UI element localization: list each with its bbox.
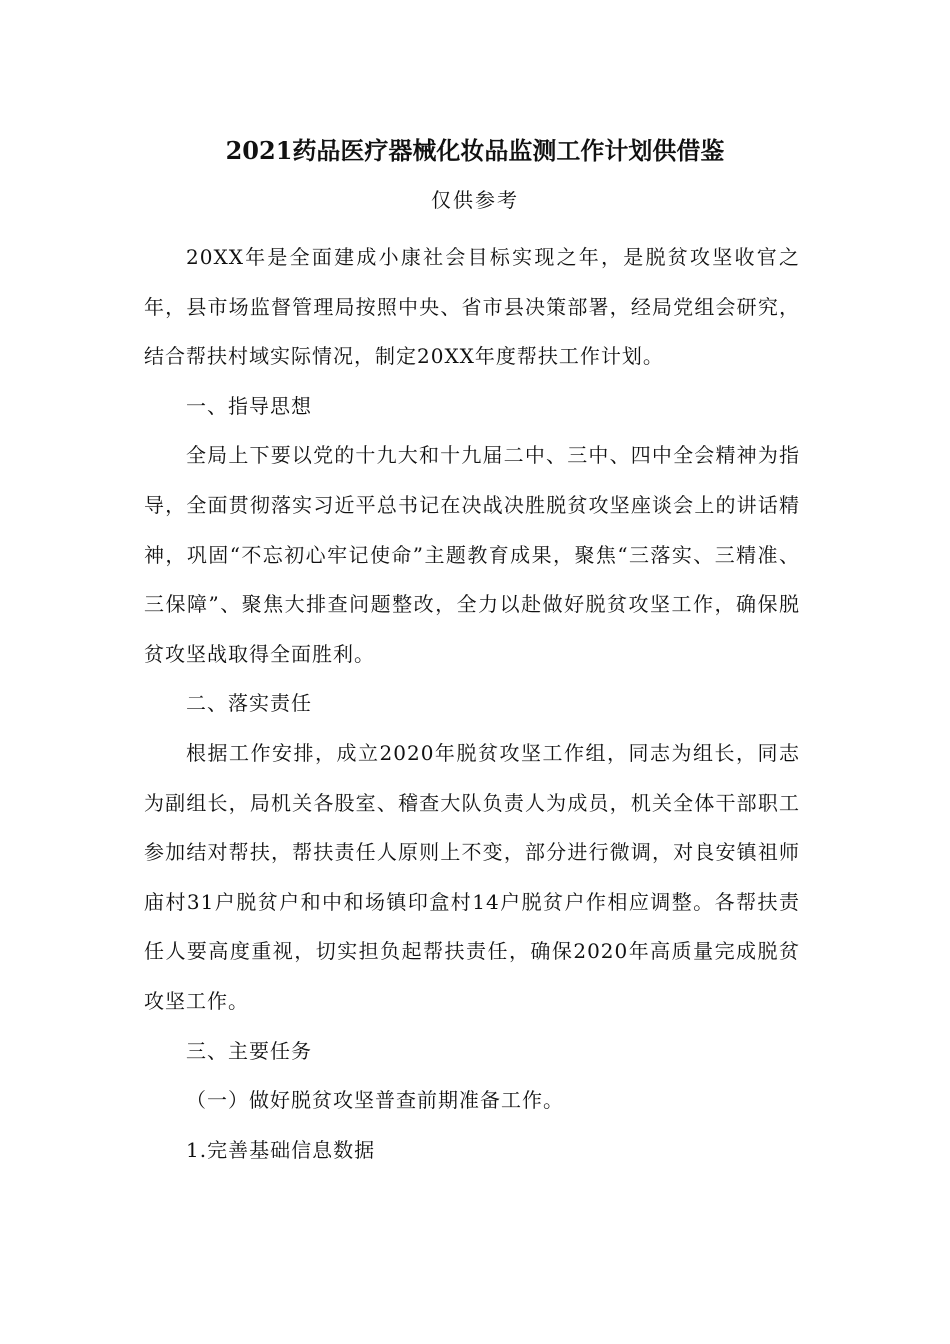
section-heading-main-tasks: 三、主要任务 <box>186 1038 312 1063</box>
section-heading-responsibility: 二、落实责任 <box>186 691 312 716</box>
section-heading-guiding-ideology: 一、指导思想 <box>186 393 312 418</box>
item-heading-basic-data: 1.完善基础信息数据 <box>186 1137 376 1162</box>
subsection-heading-census-preparation: （一）做好脱贫攻坚普查前期准备工作。 <box>186 1088 564 1113</box>
responsibility-paragraph: 根据工作安排，成立2020年脱贫攻坚工作组，同志为组长，同志为副组长，局机关各股室、稽查大队负责人为成员，机关全体干部职工参加结对帮扶，帮扶责任人原则上不变，部分进行微调，对良安镇祖师庙村31户脱贫户和中和场镇印盒村14户脱贫户作相应调整。各帮扶责任人要高度重视，切实担负起帮扶责任，确保2020年高质量完成脱贫攻坚工作。 <box>144 740 800 1013</box>
guiding-ideology-paragraph: 全局上下要以党的十九大和十九届二中、三中、四中全会精神为指导，全面贯彻落实习近平总书记在决战决胜脱贫攻坚座谈会上的讲话精神，巩固“不忘初心牢记使命”主题教育成果，聚焦“三落实、三精准、三保障”、聚焦大排查问题整改，全力以赴做好脱贫攻坚工作，确保脱贫攻坚战取得全面胜利。 <box>144 443 800 666</box>
document-title: 2021药品医疗器械化妆品监测工作计划供借鉴 <box>225 136 725 165</box>
document-subtitle: 仅供参考 <box>431 188 519 212</box>
intro-paragraph: 20XX年是全面建成小康社会目标实现之年，是脱贫攻坚收官之年，县市场监督管理局按照中央、省市县决策部署，经局党组会研究，结合帮扶村域实际情况，制定20XX年度帮扶工作计划。 <box>144 245 800 369</box>
document-body <box>144 233 800 1175</box>
